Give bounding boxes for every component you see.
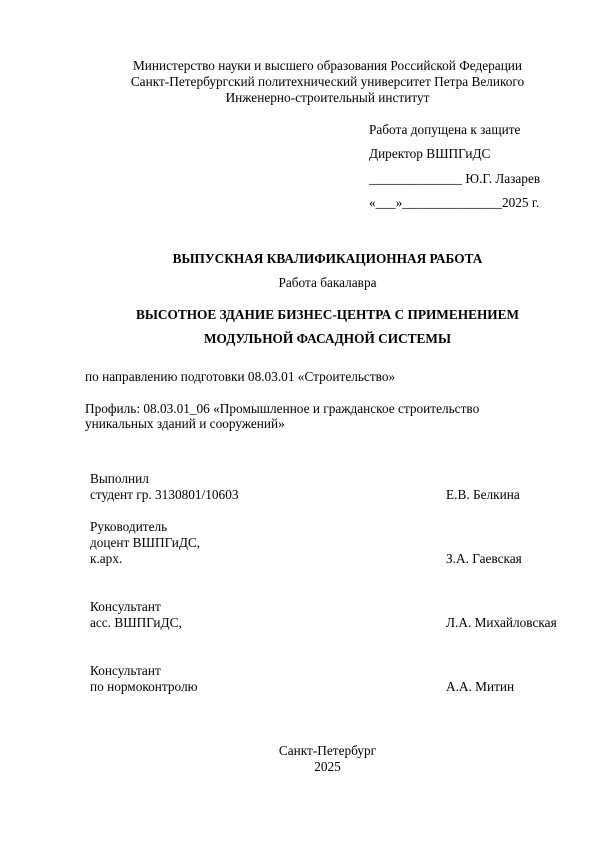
author-role: Выполнил <box>90 471 149 486</box>
consultant1-name: Л.А. Михайловская <box>446 615 557 630</box>
consultant2-name: А.А. Митин <box>446 679 515 694</box>
approval-date: «___»_______________2025 г. <box>369 195 540 210</box>
footer-city: Санкт-Петербург <box>278 743 377 758</box>
ministry-header <box>0 58 595 106</box>
header-line-university: Санкт-Петербургский политехнический университет Петра Великого <box>130 74 525 89</box>
consultant1-role: Консультант <box>90 599 161 614</box>
author-name: Е.В. Белкина <box>446 487 520 502</box>
consultant1-position: асс. ВШПГиДС, <box>90 615 182 630</box>
profile-line-1: Профиль: 08.03.01_06 «Промышленное и гражданское строительство <box>85 401 480 416</box>
consultant2-role: Консультант <box>90 663 161 678</box>
topic-line-1: ВЫСОТНОЕ ЗДАНИЕ БИЗНЕС-ЦЕНТРА С ПРИМЕНЕНИЕМ <box>135 307 520 322</box>
supervisor-degree: к.арх. <box>90 551 123 566</box>
approval-position: Директор ВШПГиДС <box>369 146 491 161</box>
work-type-title: ВЫПУСКНАЯ КВАЛИФИКАЦИОННАЯ РАБОТА <box>172 251 483 266</box>
topic-line-2: МОДУЛЬНОЙ ФАСАДНОЙ СИСТЕМЫ <box>203 331 452 346</box>
supervisor-role: Руководитель <box>90 519 168 534</box>
study-direction: по направлению подготовки 08.03.01 «Строительство» <box>85 369 396 384</box>
header-line-ministry: Министерство науки и высшего образования Российской Федерации <box>132 58 523 73</box>
supervisor-position: доцент ВШПГиДС, <box>90 535 201 550</box>
footer <box>0 743 595 775</box>
work-subtype: Работа бакалавра <box>278 275 377 290</box>
approval-admitted: Работа допущена к защите <box>369 122 521 137</box>
consultant2-position: по нормоконтролю <box>90 679 198 694</box>
author-group: студент гр. 3130801/10603 <box>90 487 239 502</box>
header-line-institute: Инженерно-строительный институт <box>225 90 430 105</box>
supervisor-name: З.А. Гаевская <box>446 551 522 566</box>
profile-line-2: уникальных зданий и сооружений» <box>85 416 285 431</box>
footer-year: 2025 <box>314 759 341 774</box>
approval-signature: ______________ Ю.Г. Лазарев <box>369 171 541 186</box>
